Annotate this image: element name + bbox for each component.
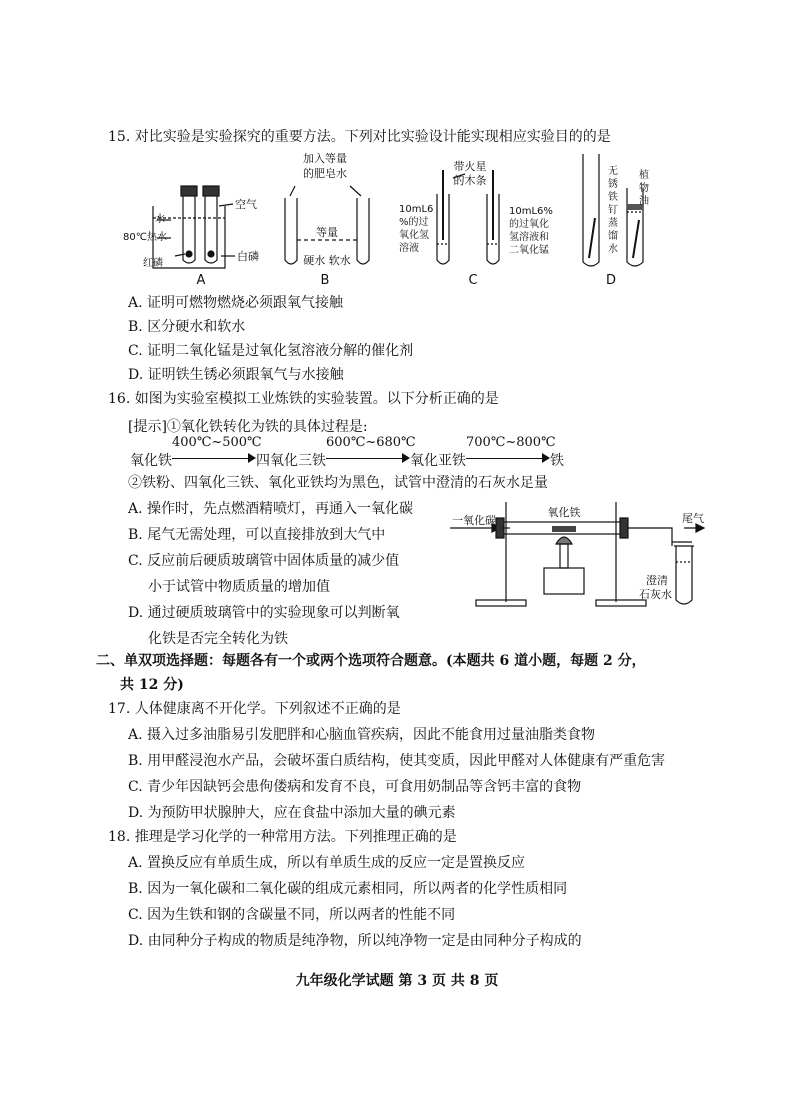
q15-c-right1: 10mL6%	[509, 206, 553, 217]
q16-label-lime1: 澄清	[646, 574, 668, 587]
q17-option-c: C. 青少年因缺钙会患佝偻病和发育不良，可食用奶制品等含钙丰富的食物	[128, 779, 582, 795]
q15-figure-b	[285, 186, 369, 264]
q18-option-d: D. 由同种分子构成的物质是纯净物，所以纯净物一定是由同种分子构成的	[128, 933, 582, 949]
q15-c-left4: 溶液	[399, 243, 419, 254]
q16-apparatus-figure	[446, 496, 706, 616]
q15-b-top1: 加入等量	[303, 152, 347, 165]
q15-d-tag: D	[605, 273, 617, 288]
q15-c-tag: C	[468, 273, 478, 288]
q15-a-white: 白磷	[237, 250, 259, 263]
q16-stem: 16. 如图为实验室模拟工业炼铁的实验装置。以下分析正确的是	[108, 391, 499, 407]
q15-b-bottom: 硬水 软水	[303, 254, 351, 267]
q15-c-top1: 带火星	[453, 160, 487, 173]
chain-fe: 铁	[550, 453, 564, 469]
q16-label-co: 一氧化碳	[452, 514, 496, 527]
q15-b-tag: B	[320, 273, 330, 288]
q17-option-a: A. 摄入过多油脂易引发肥胖和心脑血管疾病，因此不能食用过量油脂类食物	[128, 727, 596, 743]
q16-option-c: C. 反应前后硬质玻璃管中固体质量的减少值	[128, 553, 400, 569]
chain-feo: 氧化亚铁	[410, 453, 466, 469]
chain-cond-2: 600℃~680℃	[326, 435, 416, 450]
q15-d-right-0: 植	[639, 170, 649, 181]
section2-heading: 二、单双项选择题：每题各有一个或两个选项符合题意。(本题共 6 道小题，每题 2 分，	[96, 653, 646, 669]
q16-option-a: A. 操作时，先点燃酒精喷灯，再通入一氧化碳	[128, 501, 414, 517]
q15-d-left-3: 钉	[608, 205, 618, 216]
section2-heading-cont: 共 12 分)	[120, 677, 184, 693]
q15-c-right4: 二氧化锰	[509, 245, 549, 256]
q15-option-c: C. 证明二氧化锰是过氧化氢溶液分解的催化剂	[128, 343, 414, 359]
q15-b-equal: 等量	[316, 226, 338, 239]
q15-c-left2: %的过	[399, 217, 429, 228]
q15-a-red: 红磷	[143, 258, 163, 269]
q15-stem: 15. 对比实验是实验探究的重要方法。下列对比实验设计能实现相应实验目的的是	[108, 129, 611, 145]
q15-figure	[123, 148, 655, 288]
q18-option-a: A. 置换反应有单质生成，所以有单质生成的反应一定是置换反应	[128, 855, 526, 871]
q15-d-left-5: 馏	[608, 231, 618, 242]
q15-c-left3: 氧化氢	[399, 230, 429, 241]
q15-a-water: 水	[155, 214, 165, 225]
q17-option-d: D. 为预防甲状腺肿大，应在食盐中添加大量的碘元素	[128, 805, 456, 821]
q15-option-d: D. 证明铁生锈必须跟氧气与水接触	[128, 367, 344, 383]
q15-figure-a	[153, 186, 235, 268]
q15-d-right-2: 油	[639, 196, 649, 207]
q15-d-right-1: 物	[639, 183, 649, 194]
q18-option-b: B. 因为一氧化碳和二氧化碳的组成元素相同，所以两者的化学性质相同	[128, 881, 568, 897]
q15-c-right2: 的过氧化	[509, 219, 549, 230]
chain-cond-1: 400℃~500℃	[172, 435, 262, 450]
q18-stem: 18. 推理是学习化学的一种常用方法。下列推理正确的是	[108, 829, 457, 845]
q15-b-top2: 的肥皂水	[303, 167, 347, 180]
q15-d-left-1: 锈	[608, 179, 618, 190]
q15-c-top2: 的木条	[453, 174, 487, 187]
q16-hint2: ②铁粉、四氧化三铁、氧化亚铁均为黑色，试管中澄清的石灰水足量	[128, 475, 548, 491]
q17-stem: 17. 人体健康离不开化学。下列叙述不正确的是	[108, 701, 401, 717]
q15-c-right3: 氢溶液和	[509, 232, 549, 243]
q16-hint1: [提示]①氧化铁转化为铁的具体过程是:	[128, 419, 368, 435]
chain-cond-3: 700℃~800℃	[466, 435, 556, 450]
q15-d-left-6: 水	[608, 244, 618, 255]
q15-a-tag: A	[196, 273, 206, 288]
q16-label-lime2: 石灰水	[639, 588, 672, 601]
q16-option-d: D. 通过硬质玻璃管中的实验现象可以判断氧	[128, 605, 400, 621]
page-footer: 九年级化学试题 第 3 页 共 8 页	[295, 973, 499, 989]
q16-option-d-cont: 化铁是否完全转化为铁	[148, 631, 288, 647]
q16-label-exhaust: 尾气	[682, 512, 704, 525]
q15-a-hot: 80℃热水	[123, 232, 167, 243]
q18-option-c: C. 因为生铁和钢的含碳量不同，所以两者的性能不同	[128, 907, 456, 923]
q16-reaction-chain	[130, 435, 600, 472]
q16-option-c-cont: 小于试管中物质质量的增加值	[148, 579, 330, 595]
q17-option-b: B. 用甲醛浸泡水产品，会破坏蛋白质结构，使其变质，因此甲醛对人体健康有严重危害	[128, 753, 666, 769]
q16-label-fe2o3: 氧化铁	[547, 506, 581, 519]
q15-c-left1: 10mL6	[399, 204, 434, 215]
q15-a-air: 空气	[235, 198, 257, 211]
chain-fe3o4: 四氧化三铁	[256, 453, 326, 469]
q15-option-a: A. 证明可燃物燃烧必须跟氧气接触	[128, 295, 344, 311]
q16-option-b: B. 尾气无需处理，可以直接排放到大气中	[128, 527, 386, 543]
q15-d-left-4: 蒸	[608, 218, 618, 229]
q15-option-b: B. 区分硬水和软水	[128, 319, 246, 335]
q15-d-left-0: 无	[608, 166, 618, 177]
q15-d-left-2: 铁	[608, 192, 618, 203]
chain-fe2o3: 氧化铁	[130, 453, 172, 469]
